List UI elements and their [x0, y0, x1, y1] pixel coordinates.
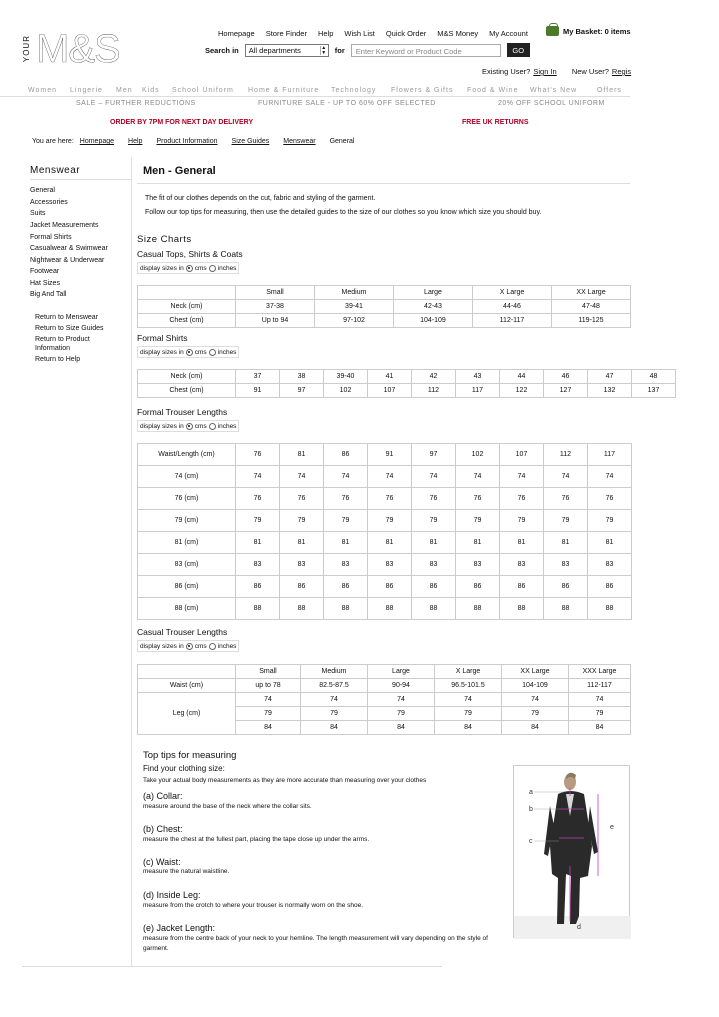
crumb-menswear[interactable]: Menswear [283, 138, 316, 145]
page-title: Men - General [143, 165, 216, 177]
table-cell: 127 [544, 384, 588, 398]
table-cell: 88 [280, 598, 324, 620]
table-cell: 88 [412, 598, 456, 620]
measuring-figure [513, 765, 630, 938]
main-nav [0, 85, 630, 97]
sidebar-item-formal-shirts[interactable]: Formal Shirts [30, 234, 72, 241]
cms-radio[interactable] [186, 423, 193, 430]
table-cell: 86 [588, 576, 632, 598]
department-select[interactable] [245, 44, 329, 57]
table-cell: 79 [368, 510, 412, 532]
logo-your: YOUR [22, 35, 31, 63]
fig-label-a: a [529, 789, 533, 796]
column-header: Small [236, 665, 301, 679]
inches-label: inches [217, 264, 237, 272]
casual-tops-heading: Casual Tops, Shirts & Coats [137, 249, 243, 259]
column-header: XXX Large [569, 665, 631, 679]
table-cell: 46 [544, 370, 588, 384]
table-cell: 79 [324, 510, 368, 532]
table-cell: 81 [236, 532, 280, 554]
footer-divider [22, 966, 442, 967]
nav-home-furniture[interactable]: Home & Furniture [248, 87, 320, 94]
table-cell: 88 [236, 598, 280, 620]
table-cell: 43 [456, 370, 500, 384]
table-cell: 86 [280, 576, 324, 598]
table-cell: 74 [280, 466, 324, 488]
table-cell: 84 [569, 721, 631, 735]
table-row [138, 554, 632, 576]
table-cell: 81 [368, 532, 412, 554]
sidebar-item-casualwear[interactable]: Casualwear & Swimwear [30, 245, 108, 252]
table-cell: 91 [236, 384, 280, 398]
table-cell: 38 [280, 370, 324, 384]
table-header-row [138, 286, 631, 300]
column-header: 91 [368, 444, 412, 466]
tip-chest-text: measure the chest at the fullest part, placing the tape close up under the arms. [143, 836, 370, 843]
search-in-label: Search in [205, 45, 239, 55]
title-divider [137, 183, 630, 184]
tip-leg-text: measure from the crotch to where your trouser is normally worn on the shoe. [143, 902, 364, 909]
sidebar-item-hat-sizes[interactable]: Hat Sizes [30, 280, 60, 287]
table-cell: 74 [500, 466, 544, 488]
casual-trousers-heading: Casual Trouser Lengths [137, 627, 228, 637]
promo-furniture[interactable]: FURNITURE SALE - UP TO 60% OFF SELECTED [258, 100, 436, 107]
table-row [138, 466, 632, 488]
table-cell: 76 [236, 488, 280, 510]
table-cell: 37 [236, 370, 280, 384]
table-cell: 97 [280, 384, 324, 398]
table-cell: 76 [368, 488, 412, 510]
table-cell: 79 [236, 707, 301, 721]
man-in-suit-image [514, 766, 631, 939]
table-cell: 76 [500, 488, 544, 510]
sidebar-item-suits[interactable]: Suits [30, 210, 46, 217]
select-arrows-icon: ▲ ▼ [321, 44, 327, 56]
formal-shirts-heading: Formal Shirts [137, 333, 188, 343]
go-button[interactable]: GO [507, 43, 530, 57]
link-my-account[interactable]: My Account [489, 29, 528, 38]
table-cell: 81 [544, 532, 588, 554]
table-cell: 76 [588, 488, 632, 510]
table-cell: 76 [324, 488, 368, 510]
return-menswear[interactable]: Return to Menswear [35, 314, 99, 321]
table-cell: 84 [368, 721, 435, 735]
table-cell: 74 [368, 693, 435, 707]
table-cell: 74 [588, 466, 632, 488]
basket-icon [546, 26, 559, 36]
nav-food-wine[interactable]: Food & Wine [467, 87, 519, 94]
basket-label: My Basket: 0 items [563, 26, 631, 36]
column-header: 107 [500, 444, 544, 466]
column-header: Large [394, 286, 473, 300]
table-cell: 82.5-87.5 [301, 679, 368, 693]
link-homepage[interactable]: Homepage [218, 29, 255, 38]
table-cell: 74 [569, 693, 631, 707]
table-cell: 97-102 [315, 314, 394, 328]
column-header: X Large [473, 286, 552, 300]
column-header: Large [368, 665, 435, 679]
promo-sale[interactable]: SALE – FURTHER REDUCTIONS [76, 100, 196, 107]
sidebar-divider [30, 179, 131, 180]
existing-user-label: Existing User? [482, 67, 531, 76]
cms-radio[interactable] [186, 349, 193, 356]
table-cell: 79 [456, 510, 500, 532]
crumb-size-guides[interactable]: Size Guides [231, 138, 270, 145]
table-cell: 74 [502, 693, 569, 707]
tips-intro: Take your actual body measurements as they are more accurate than measuring over your clothes [143, 777, 427, 784]
table-cell: 90-94 [368, 679, 435, 693]
table-cell: 107 [368, 384, 412, 398]
promo-delivery[interactable]: ORDER BY 7PM FOR NEXT DAY DELIVERY [110, 119, 254, 126]
nav-school-uniform[interactable]: School Uniform [172, 87, 234, 94]
nav-offers[interactable]: Offers [597, 87, 622, 94]
table-cell: 76 [280, 488, 324, 510]
top-links [218, 29, 539, 38]
table-row [138, 510, 632, 532]
table-cell: 76 [544, 488, 588, 510]
table-cell: Up to 94 [236, 314, 315, 328]
sidebar-item-jacket[interactable]: Jacket Measurements [30, 222, 99, 229]
formal-shirts-table [137, 369, 676, 398]
table-cell: 86 [544, 576, 588, 598]
row-header: 86 (cm) [138, 576, 236, 598]
sidebar [22, 157, 132, 967]
tips-subheading: Find your clothing size: [143, 764, 225, 773]
table-row [138, 314, 631, 328]
row-header: 83 (cm) [138, 554, 236, 576]
table-cell: 104-109 [394, 314, 473, 328]
register-link[interactable]: Regis [611, 67, 632, 76]
table-cell: 79 [280, 510, 324, 532]
row-header: Waist (cm) [138, 679, 236, 693]
row-header: 76 (cm) [138, 488, 236, 510]
table-cell: 79 [301, 707, 368, 721]
column-header: X Large [435, 665, 502, 679]
cms-radio[interactable] [186, 265, 193, 272]
table-cell: 84 [435, 721, 502, 735]
nav-lingerie[interactable]: Lingerie [70, 87, 103, 94]
table-cell: 112-117 [473, 314, 552, 328]
link-help[interactable]: Help [317, 29, 334, 38]
cms-label: cms [194, 642, 207, 650]
table-cell: 39-41 [315, 300, 394, 314]
table-row [138, 532, 632, 554]
table-row [138, 679, 631, 693]
table-cell: 86 [368, 576, 412, 598]
column-header: 117 [588, 444, 632, 466]
table-cell: up to 78 [236, 679, 301, 693]
unit-toggle-label: display sizes in [140, 264, 184, 272]
column-header: Small [236, 286, 315, 300]
tip-leg-heading: (d) Inside Leg: [143, 890, 201, 900]
fig-label-e: e [610, 824, 614, 831]
column-header: Medium [315, 286, 394, 300]
unit-toggle [137, 262, 239, 274]
table-cell: 86 [456, 576, 500, 598]
row-header: 81 (cm) [138, 532, 236, 554]
link-wish-list[interactable]: Wish List [344, 29, 375, 38]
table-cell: 74 [456, 466, 500, 488]
login-links [482, 67, 634, 76]
table-cell: 74 [435, 693, 502, 707]
table-cell: 86 [500, 576, 544, 598]
link-store-finder[interactable]: Store Finder [265, 29, 307, 38]
table-cell: 47 [588, 370, 632, 384]
tip-waist-heading: (c) Waist: [143, 857, 181, 867]
sidebar-title: Menswear [30, 165, 81, 176]
intro-text-2: Follow our top tips for measuring, then use the detailed guides to the size of our clothes so you know which size you should buy. [145, 209, 542, 216]
table-cell: 119-125 [552, 314, 631, 328]
column-header: 81 [280, 444, 324, 466]
table-row [138, 370, 676, 384]
table-cell: 104-109 [502, 679, 569, 693]
basket-link[interactable] [546, 26, 631, 36]
sidebar-item-general[interactable]: General [30, 187, 55, 194]
table-cell: 83 [280, 554, 324, 576]
table-cell: 81 [456, 532, 500, 554]
table-cell: 86 [236, 576, 280, 598]
table-cell: 79 [236, 510, 280, 532]
table-cell: 112 [412, 384, 456, 398]
table-cell: 88 [456, 598, 500, 620]
cms-label: cms [194, 264, 207, 272]
link-quick-order[interactable]: Quick Order [385, 29, 427, 38]
table-row [138, 598, 632, 620]
nav-women[interactable]: Women [28, 87, 57, 94]
table-cell: 88 [500, 598, 544, 620]
casual-tops-table [137, 285, 631, 328]
table-row [138, 384, 676, 398]
column-header [138, 665, 236, 679]
table-cell: 88 [368, 598, 412, 620]
table-cell: 81 [588, 532, 632, 554]
inches-label: inches [217, 348, 237, 356]
tip-waist-text: measure the natural waistline. [143, 868, 230, 875]
sign-in-link[interactable]: Sign In [533, 67, 557, 76]
crumb-homepage[interactable]: Homepage [79, 138, 115, 145]
table-cell: 81 [500, 532, 544, 554]
table-header-row [138, 665, 631, 679]
inches-radio[interactable] [209, 265, 216, 272]
inches-radio[interactable] [209, 423, 216, 430]
table-cell: 96.5-101.5 [435, 679, 502, 693]
table-cell: 132 [588, 384, 632, 398]
unit-toggle [137, 346, 239, 358]
table-cell: 83 [368, 554, 412, 576]
table-cell: 83 [456, 554, 500, 576]
table-header-row [138, 444, 632, 466]
inches-label: inches [217, 642, 237, 650]
nav-flowers-gifts[interactable]: Flowers & Gifts [391, 87, 454, 94]
table-cell: 76 [412, 488, 456, 510]
new-user-label: New User? [571, 67, 609, 76]
department-value: All departments [248, 45, 301, 55]
table-cell: 42-43 [394, 300, 473, 314]
breadcrumb-label: You are here: [32, 138, 74, 145]
table-cell: 74 [544, 466, 588, 488]
column-header: Waist/Length (cm) [138, 444, 236, 466]
column-header [138, 286, 236, 300]
unit-toggle-label: display sizes in [140, 348, 184, 356]
table-cell: 88 [588, 598, 632, 620]
table-cell: 41 [368, 370, 412, 384]
table-cell: 47-48 [552, 300, 631, 314]
tip-jacket-heading: (e) Jacket Length: [143, 923, 216, 933]
tip-chest-heading: (b) Chest: [143, 824, 183, 834]
table-cell: 79 [588, 510, 632, 532]
unit-toggle-label: display sizes in [140, 422, 184, 430]
table-cell: 81 [280, 532, 324, 554]
table-cell: 44 [500, 370, 544, 384]
table-cell: 84 [502, 721, 569, 735]
inches-radio[interactable] [209, 349, 216, 356]
nav-technology[interactable]: Technology [331, 87, 377, 94]
formal-trousers-heading: Formal Trouser Lengths [137, 407, 228, 417]
table-row [138, 488, 632, 510]
promo-school[interactable]: 20% OFF SCHOOL UNIFORM [498, 100, 605, 107]
fig-label-d: d [577, 924, 581, 931]
return-size-guides[interactable]: Return to Size Guides [35, 325, 104, 332]
table-cell: 48 [632, 370, 676, 384]
table-cell: 122 [500, 384, 544, 398]
row-header: Neck (cm) [138, 370, 236, 384]
column-header: 86 [324, 444, 368, 466]
table-cell: 74 [412, 466, 456, 488]
crumb-product-info[interactable]: Product Information [156, 138, 218, 145]
table-cell: 39-40 [324, 370, 368, 384]
table-cell: 74 [236, 466, 280, 488]
unit-toggle [137, 420, 239, 432]
tip-collar-text: measure around the base of the neck where the collar sits. [143, 803, 312, 810]
table-cell: 137 [632, 384, 676, 398]
row-header: Neck (cm) [138, 300, 236, 314]
cms-label: cms [194, 422, 207, 430]
row-header: Chest (cm) [138, 384, 236, 398]
table-cell: 88 [324, 598, 368, 620]
row-header: 74 (cm) [138, 466, 236, 488]
table-cell: 102 [324, 384, 368, 398]
inches-radio[interactable] [209, 643, 216, 650]
sidebar-item-accessories[interactable]: Accessories [30, 199, 68, 206]
fig-label-b: b [529, 806, 533, 813]
sidebar-item-big-tall[interactable]: Big And Tall [30, 291, 67, 298]
formal-trousers-table [137, 443, 632, 620]
unit-toggle [137, 640, 239, 652]
column-header: XX Large [502, 665, 569, 679]
table-cell: 74 [301, 693, 368, 707]
table-cell: 79 [500, 510, 544, 532]
return-help[interactable]: Return to Help [35, 356, 81, 363]
table-cell: 117 [456, 384, 500, 398]
cms-radio[interactable] [186, 643, 193, 650]
table-cell: 83 [412, 554, 456, 576]
column-header: 102 [456, 444, 500, 466]
table-cell: 44-46 [473, 300, 552, 314]
table-cell: 86 [412, 576, 456, 598]
column-header: 97 [412, 444, 456, 466]
table-cell: 83 [544, 554, 588, 576]
table-cell: 79 [412, 510, 456, 532]
column-header: Medium [301, 665, 368, 679]
column-header: 76 [236, 444, 280, 466]
unit-toggle-label: display sizes in [140, 642, 184, 650]
table-cell: 76 [456, 488, 500, 510]
table-cell: 83 [236, 554, 280, 576]
table-cell: 84 [301, 721, 368, 735]
casual-trousers-table [137, 664, 631, 735]
row-header: Leg (cm) [138, 693, 236, 735]
table-cell: 79 [569, 707, 631, 721]
nav-whats-new[interactable]: What's New [530, 87, 578, 94]
table-cell: 74 [324, 466, 368, 488]
table-cell: 79 [368, 707, 435, 721]
tip-collar-heading: (a) Collar: [143, 791, 183, 801]
cms-label: cms [194, 348, 207, 356]
table-row [138, 576, 632, 598]
intro-text-1: The fit of our clothes depends on the cut, fabric and styling of the garment. [145, 195, 376, 202]
ms-logo[interactable] [22, 27, 127, 73]
table-cell: 84 [236, 721, 301, 735]
table-cell: 37-38 [236, 300, 315, 314]
table-cell: 83 [324, 554, 368, 576]
table-cell: 112-117 [569, 679, 631, 693]
table-cell: 74 [236, 693, 301, 707]
table-row [138, 300, 631, 314]
table-cell: 88 [544, 598, 588, 620]
nav-kids[interactable]: Kids [142, 87, 160, 94]
fig-label-c: c [529, 838, 533, 845]
crumb-help[interactable]: Help [128, 138, 143, 145]
table-cell: 83 [500, 554, 544, 576]
row-header: 88 (cm) [138, 598, 236, 620]
search-for-label: for [334, 45, 345, 55]
table-cell: 81 [324, 532, 368, 554]
table-row [138, 693, 631, 707]
sidebar-item-footwear[interactable]: Footwear [30, 268, 60, 275]
table-cell: 81 [412, 532, 456, 554]
search-bar [205, 43, 530, 57]
search-input[interactable]: Enter Keyword or Product Code [351, 44, 501, 57]
tips-heading: Top tips for measuring [143, 750, 237, 761]
row-header: 79 (cm) [138, 510, 236, 532]
size-charts-heading: Size Charts [137, 234, 192, 245]
table-cell: 79 [435, 707, 502, 721]
tip-jacket-text: measure from the centre back of your neck to your hemline. The length measurement will vary depending on the style of garment. [143, 935, 488, 952]
nav-men[interactable]: Men [116, 87, 133, 94]
column-header: XX Large [552, 286, 631, 300]
table-cell: 42 [412, 370, 456, 384]
row-header: Chest (cm) [138, 314, 236, 328]
link-ms-money[interactable]: M&S Money [437, 29, 479, 38]
table-cell: 74 [368, 466, 412, 488]
inches-label: inches [217, 422, 237, 430]
logo-ms: M&S [36, 27, 120, 71]
breadcrumb [32, 138, 368, 145]
table-cell: 86 [324, 576, 368, 598]
promo-returns[interactable]: FREE UK RETURNS [462, 119, 529, 126]
column-header: 112 [544, 444, 588, 466]
table-cell: 79 [544, 510, 588, 532]
return-product-info[interactable]: Return to Product Information [35, 336, 90, 352]
crumb-general: General [329, 138, 355, 145]
table-cell: 83 [588, 554, 632, 576]
table-cell: 79 [502, 707, 569, 721]
sidebar-item-nightwear[interactable]: Nightwear & Underwear [30, 257, 105, 264]
